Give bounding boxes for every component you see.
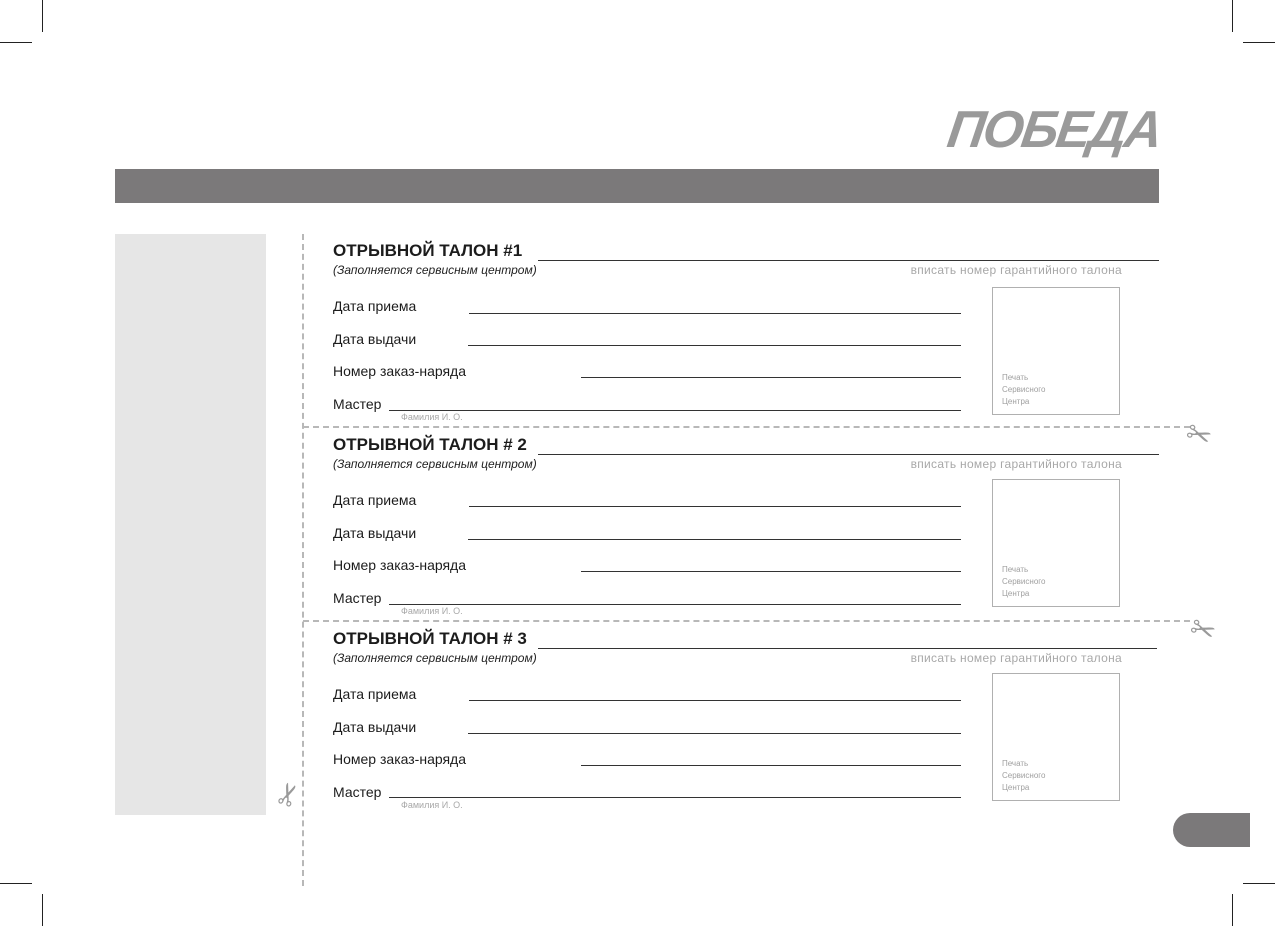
crop-mark-bottom-right-v [1232,894,1233,926]
coupon-title: ОТРЫВНОЙ ТАЛОН # 3 [333,629,527,648]
coupon-subtitle: (Заполняется сервисным центром) [333,457,537,471]
scissors-icon: ✂ [1185,610,1221,651]
coupon-title: ОТРЫВНОЙ ТАЛОН # 2 [333,435,527,454]
receive-date-field[interactable] [469,313,961,314]
order-number-label: Номер заказ-наряда [333,363,467,379]
crop-mark-bottom-left-h [0,883,32,884]
coupon-number-hint: вписать номер гарантийного талона [910,457,1122,471]
master-label: Мастер [333,396,382,412]
crop-mark-bottom-right-h [1243,883,1275,884]
coupon-3 [333,624,1159,818]
coupon-number-line[interactable] [538,260,1159,261]
coupon-number-hint: вписать номер гарантийного талона [910,651,1122,665]
stamp-box [992,673,1120,801]
issue-date-label: Дата выдачи [333,331,417,347]
coupon-number-hint: вписать номер гарантийного талона [910,263,1122,277]
stamp-label: Печать Сервисного Центра [1002,759,1046,792]
crop-mark-top-right-v [1232,0,1233,32]
scissors-icon: ✂ [269,777,309,813]
master-sublabel: Фамилия И. О. [401,800,463,810]
master-field[interactable] [389,604,961,605]
master-label: Мастер [333,590,382,606]
issue-date-field[interactable] [468,539,961,540]
crop-mark-bottom-left-v [42,894,43,926]
page-number-tab [1173,813,1250,847]
coupon-number-line[interactable] [538,454,1159,455]
coupon-title: ОТРЫВНОЙ ТАЛОН #1 [333,241,523,260]
side-panel [115,234,266,815]
stamp-box [992,287,1120,415]
coupon-number-line[interactable] [538,648,1157,649]
order-number-field[interactable] [581,571,961,572]
order-number-label: Номер заказ-наряда [333,751,467,767]
receive-date-label: Дата приема [333,298,417,314]
receive-date-field[interactable] [469,506,961,507]
receive-date-label: Дата приема [333,686,417,702]
brand-logo: ПОБЕДА [943,101,1165,159]
crop-mark-top-left-v [42,0,43,32]
header-bar [115,169,1159,203]
crop-mark-top-right-h [1243,42,1275,43]
stamp-label: Печать Сервисного Центра [1002,373,1046,406]
coupon-1 [333,236,1159,430]
coupon-subtitle: (Заполняется сервисным центром) [333,263,537,277]
issue-date-field[interactable] [468,733,961,734]
master-label: Мастер [333,784,382,800]
scissors-icon: ✂ [1181,415,1217,456]
coupon-subtitle: (Заполняется сервисным центром) [333,651,537,665]
crop-mark-top-left-h [0,42,32,43]
master-field[interactable] [389,797,961,798]
receive-date-label: Дата приема [333,492,417,508]
receive-date-field[interactable] [469,700,961,701]
stamp-box [992,479,1120,607]
issue-date-label: Дата выдачи [333,525,417,541]
coupon-2 [333,430,1159,624]
master-sublabel: Фамилия И. О. [401,412,463,422]
stamp-label: Печать Сервисного Центра [1002,565,1046,598]
issue-date-label: Дата выдачи [333,719,417,735]
order-number-field[interactable] [581,377,961,378]
order-number-label: Номер заказ-наряда [333,557,467,573]
issue-date-field[interactable] [468,345,961,346]
master-sublabel: Фамилия И. О. [401,606,463,616]
order-number-field[interactable] [581,765,961,766]
master-field[interactable] [389,410,961,411]
